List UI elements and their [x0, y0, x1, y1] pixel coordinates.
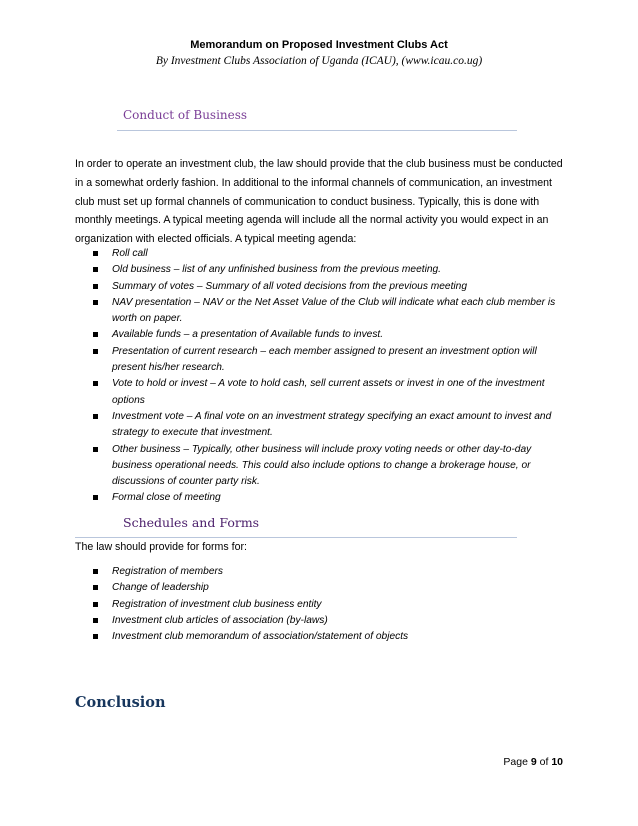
bullet-icon — [93, 569, 98, 574]
list-item: Old business – list of any unfinished business from the previous meeting. — [75, 262, 565, 278]
bullet-icon — [93, 284, 98, 289]
list-item: Investment club memorandum of association/statement of objects — [75, 629, 565, 645]
conduct-paragraph: In order to operate an investment club, the law should provide that the club business must be conducted in a somewhat orderly fashion. In additional to the informal channels of communication, an investment club must set up formal channels of communication to conduct business. Typically, this is done with monthly meetings. A typical meeting agenda will include all the normal activity you would expect in an organization with elected officials. A typical meeting agenda: — [75, 158, 563, 246]
list-item: Formal close of meeting — [75, 490, 565, 506]
document-header-title: Memorandum on Proposed Investment Clubs Act — [190, 39, 448, 51]
list-item: NAV presentation – NAV or the Net Asset Value of the Club will indicate what each club member is worth on paper. — [75, 295, 565, 328]
of-label: of — [539, 756, 549, 768]
list-item: Registration of members — [75, 564, 565, 580]
conduct-heading: Conduct of Business — [123, 108, 248, 122]
schedules-heading: Schedules and Forms — [123, 515, 260, 530]
bullet-icon — [93, 332, 98, 337]
schedules-intro: The law should provide for forms for: — [75, 541, 247, 553]
conclusion-heading: Conclusion — [75, 694, 166, 711]
conduct-heading-rule — [117, 130, 517, 131]
list-item: Registration of investment club business entity — [75, 597, 565, 613]
list-item: Summary of votes – Summary of all voted decisions from the previous meeting — [75, 279, 565, 295]
list-item: Roll call — [75, 246, 565, 262]
list-item: Investment club articles of association (by-laws) — [75, 613, 565, 629]
bullet-icon — [93, 602, 98, 607]
bullet-icon — [93, 618, 98, 623]
list-item: Investment vote – A final vote on an investment strategy specifying an exact amount to invest and strategy to execute that investment. — [75, 409, 565, 442]
list-item: Other business – Typically, other business will include proxy voting needs or other day-to-day business operational needs. This could also include options to change a brokerage house, or discussions of counter party risk. — [75, 442, 565, 491]
document-header-subtitle: By Investment Clubs Association of Uganda (ICAU), (www.icau.co.ug) — [155, 55, 483, 67]
bullet-icon — [93, 349, 98, 354]
bullet-icon — [93, 585, 98, 590]
bullet-icon — [93, 414, 98, 419]
total-pages: 10 — [551, 756, 563, 768]
list-item: Vote to hold or invest – A vote to hold cash, sell current assets or invest in one of the investment options — [75, 376, 565, 409]
bullet-icon — [93, 300, 98, 305]
bullet-icon — [93, 495, 98, 500]
agenda-list — [75, 246, 565, 507]
bullet-icon — [93, 251, 98, 256]
bullet-icon — [93, 634, 98, 639]
list-item: Available funds – a presentation of Available funds to invest. — [75, 327, 565, 343]
bullet-icon — [93, 447, 98, 452]
page-footer — [503, 756, 563, 768]
bullet-icon — [93, 381, 98, 386]
list-item: Presentation of current research – each member assigned to present an investment option will present his/her research. — [75, 344, 565, 377]
list-item: Change of leadership — [75, 580, 565, 596]
forms-list — [75, 564, 565, 645]
page-label: Page — [503, 756, 528, 768]
page-number: 9 — [530, 756, 537, 768]
bullet-icon — [93, 267, 98, 272]
